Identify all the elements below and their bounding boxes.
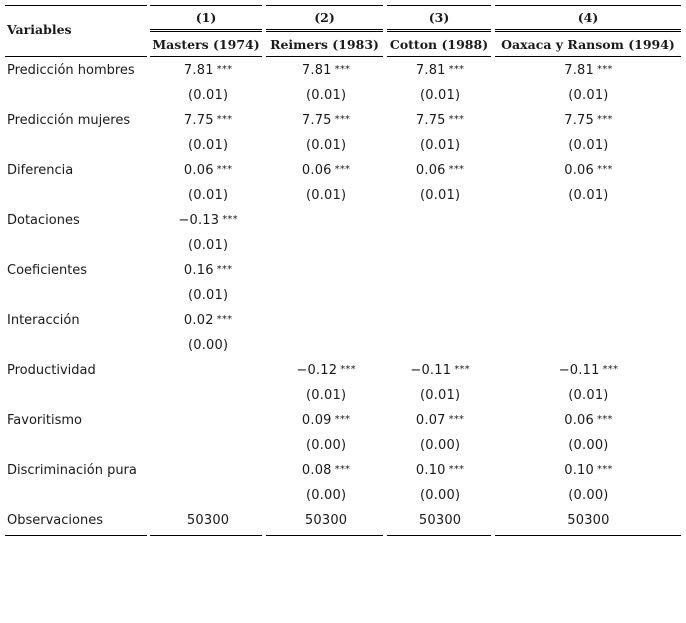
table-row [5,158,681,183]
cell-col-2 [268,113,384,128]
bottom-rule [495,535,681,536]
cell-col-3 [388,188,492,203]
cell-col-3 [388,88,492,103]
row-label: Observaciones [7,513,103,528]
bottom-rule [266,535,383,536]
cell-col-4 [496,388,681,403]
table-row [5,208,681,233]
significance-stars: *** [597,64,613,75]
double-rule [495,29,681,32]
cell-col-1 [152,238,264,253]
cell-value: 7.75 [415,113,446,128]
table-row [5,233,681,258]
cell-value: 0.07 [415,413,446,428]
cell-value: (0.00) [419,488,461,503]
cell-col-3 [388,438,492,453]
cell-col-1 [152,88,264,103]
cell-value: (0.01) [187,138,229,153]
significance-stars: *** [597,114,613,125]
cell-col-3 [388,113,492,128]
significance-stars: *** [222,214,238,225]
header-rule [495,56,681,57]
significance-stars: *** [597,464,613,475]
cell-value: (0.01) [305,388,347,403]
table-row [5,258,681,283]
cell-col-4 [496,138,681,153]
cell-col-3 [388,138,492,153]
significance-stars: *** [448,464,465,475]
column-name-4: Oaxaca y Ransom (1994) [501,37,675,52]
cell-value: (0.01) [568,138,609,153]
row-label: Dotaciones [7,213,80,228]
cell-col-1 [152,338,264,353]
significance-stars: *** [334,464,351,475]
cell-value: 0.06 [183,163,214,178]
table-row [5,108,681,133]
bottom-rule [150,535,262,536]
cell-value: 0.16 [183,263,214,278]
cell-value: (0.01) [419,388,461,403]
cell-col-3 [388,413,492,428]
cell-col-3 [388,163,492,178]
cell-value: (0.01) [568,88,609,103]
cell-value: (0.01) [305,88,347,103]
significance-stars: *** [334,164,351,175]
cell-value: 7.81 [564,63,594,78]
cell-value: (0.01) [187,288,229,303]
cell-value: (0.01) [305,138,347,153]
cell-value: 7.75 [564,113,594,128]
cell-col-1 [152,63,264,78]
stub-header: Variables [7,22,72,37]
double-rule [150,29,262,32]
cell-col-3 [388,363,492,378]
cell-col-1 [152,113,264,128]
significance-stars: *** [216,314,233,325]
cell-value: (0.00) [305,438,347,453]
column-name-2: Reimers (1983) [270,37,379,52]
cell-col-2 [268,138,384,153]
cell-col-2 [268,438,384,453]
cell-value: 7.81 [415,63,446,78]
top-rule [5,5,147,6]
table-row [5,308,681,333]
cell-col-4 [496,413,681,428]
cell-value: (0.00) [187,338,229,353]
cell-col-2 [268,163,384,178]
row-label: Diferencia [7,163,74,178]
table-body [5,58,681,533]
bottom-rule [387,535,491,536]
row-label: Interacción [7,313,80,328]
significance-stars: *** [334,64,351,75]
cell-col-2 [268,88,384,103]
table-row [5,133,681,158]
table-row [5,333,681,358]
row-label: Productividad [7,363,96,378]
column-number-1: (1) [195,10,217,25]
significance-stars: *** [216,114,233,125]
cell-value: 7.81 [301,63,332,78]
cell-col-2 [268,413,384,428]
cell-col-2 [268,188,384,203]
cell-col-1 [152,263,264,278]
top-rule [387,5,491,6]
cell-col-4 [496,113,681,128]
table-row [5,508,681,533]
cell-value: 0.10 [415,463,446,478]
cell-value: 0.08 [301,463,332,478]
header-rule [387,56,491,57]
significance-stars: *** [216,64,233,75]
top-rule [495,5,681,6]
cell-value: (0.01) [187,88,229,103]
row-label: Favoritismo [7,413,82,428]
significance-stars: *** [334,114,351,125]
significance-stars: *** [454,364,470,375]
cell-col-1 [152,313,264,328]
cell-value: 7.75 [183,113,214,128]
cell-value: 0.09 [301,413,332,428]
significance-stars: *** [334,414,351,425]
cell-col-3 [388,463,492,478]
cell-value: (0.00) [305,488,347,503]
top-rule [266,5,383,6]
cell-col-2 [268,363,384,378]
significance-stars: *** [448,64,465,75]
cell-value: 7.81 [183,63,214,78]
cell-value: 0.06 [564,163,594,178]
cell-col-4 [496,163,681,178]
cell-col-2 [268,63,384,78]
cell-value: −0.13 [178,213,220,228]
cell-value: (0.01) [419,88,461,103]
cell-value: (0.00) [568,438,609,453]
cell-value: (0.01) [187,238,229,253]
cell-col-2 [268,488,384,503]
table-row [5,383,681,408]
cell-value: 0.06 [415,163,446,178]
cell-value: 50300 [567,513,610,528]
cell-col-1 [152,213,264,228]
significance-stars: *** [597,414,613,425]
row-label: Discriminación pura [7,463,137,478]
cell-col-4 [496,363,681,378]
table-row [5,183,681,208]
significance-stars: *** [216,264,233,275]
table-header [5,5,681,56]
cell-col-4 [496,463,681,478]
table-row [5,433,681,458]
cell-value: 0.10 [564,463,594,478]
cell-value: −0.11 [558,363,600,378]
row-label: Predicción hombres [7,63,135,78]
cell-value: (0.01) [419,188,461,203]
cell-col-2 [268,513,384,528]
cell-value: 50300 [418,513,462,528]
cell-value: 50300 [304,513,348,528]
cell-col-3 [388,63,492,78]
cell-value: −0.12 [296,363,338,378]
table-row [5,58,681,83]
regression-table [5,5,681,528]
cell-col-4 [496,63,681,78]
cell-value: (0.00) [568,488,609,503]
cell-col-3 [388,513,492,528]
cell-value: 7.75 [301,113,332,128]
significance-stars: *** [448,164,465,175]
header-rule [5,56,147,57]
significance-stars: *** [448,114,465,125]
cell-col-3 [388,488,492,503]
cell-value: (0.01) [419,138,461,153]
header-rule [266,56,383,57]
cell-col-4 [496,88,681,103]
cell-value: 0.02 [183,313,214,328]
table-row [5,358,681,383]
double-rule [266,29,383,32]
row-label: Coeficientes [7,263,88,278]
table-row [5,283,681,308]
cell-value: (0.01) [187,188,229,203]
column-number-4: (4) [577,10,599,25]
cell-value: −0.11 [410,363,452,378]
cell-value: 0.06 [301,163,332,178]
top-rule [150,5,262,6]
header-rule [150,56,262,57]
cell-col-4 [496,438,681,453]
cell-col-1 [152,288,264,303]
cell-col-3 [388,388,492,403]
cell-col-1 [152,188,264,203]
table-row [5,83,681,108]
cell-col-1 [152,513,264,528]
cell-col-2 [268,388,384,403]
column-name-1: Masters (1974) [152,37,260,52]
significance-stars: *** [216,164,233,175]
cell-value: (0.01) [305,188,347,203]
column-name-3: Cotton (1988) [389,37,489,52]
cell-col-2 [268,463,384,478]
cell-value: 0.06 [564,413,594,428]
cell-col-4 [496,513,681,528]
cell-value: (0.01) [568,188,609,203]
cell-value: (0.00) [419,438,461,453]
column-number-2: (2) [314,10,335,25]
significance-stars: *** [448,414,465,425]
cell-col-1 [152,163,264,178]
cell-value: (0.01) [568,388,609,403]
significance-stars: *** [340,364,356,375]
cell-value: 50300 [186,513,230,528]
column-number-3: (3) [428,10,450,25]
table-row [5,408,681,433]
bottom-rule [5,535,147,536]
table-row [5,483,681,508]
significance-stars: *** [602,364,619,375]
cell-col-4 [496,488,681,503]
table-row [5,458,681,483]
cell-col-4 [496,188,681,203]
significance-stars: *** [597,164,613,175]
cell-col-1 [152,138,264,153]
row-label: Predicción mujeres [7,113,131,128]
double-rule [387,29,491,32]
